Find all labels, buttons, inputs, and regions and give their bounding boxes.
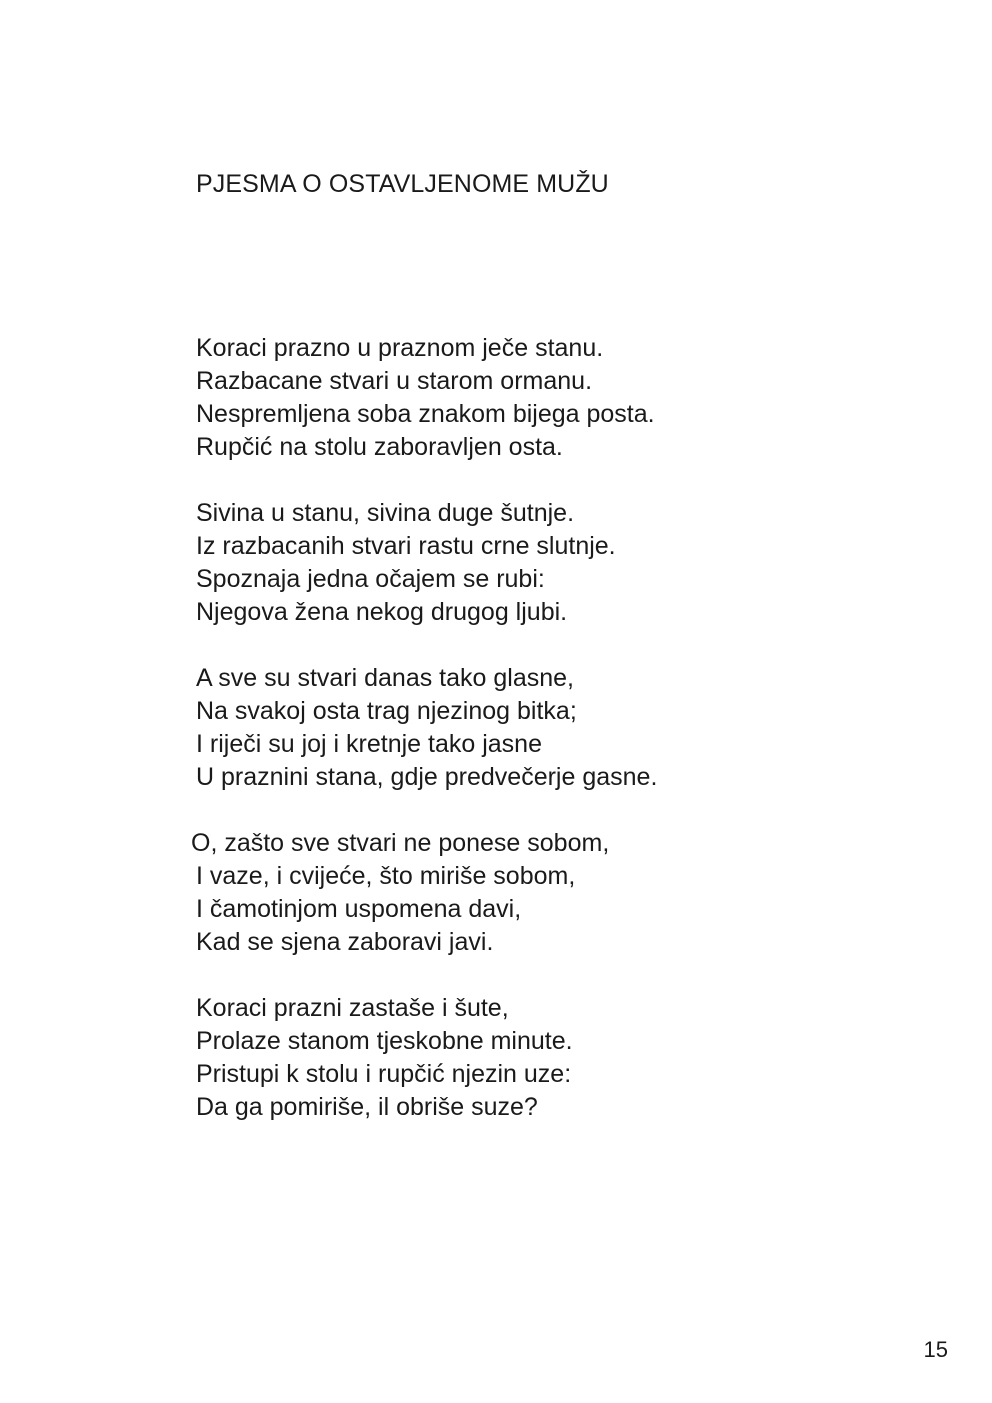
poem-line: O, zašto sve stvari ne ponese sobom, (191, 829, 610, 857)
poem-line: U praznini stana, gdje predvečerje gasne. (196, 763, 658, 791)
poem-line: Iz razbacanih stvari rastu crne slutnje. (196, 532, 616, 560)
poem-line: Koraci prazno u praznom ječe stanu. (196, 334, 604, 362)
poem-line: Spoznaja jedna očajem se rubi: (196, 565, 545, 593)
poem-line: Koraci prazni zastaše i šute, (196, 994, 509, 1022)
poem-line: Kad se sjena zaboravi javi. (196, 928, 494, 956)
poem-line: Sivina u stanu, sivina duge šutnje. (196, 499, 575, 527)
stanza-3 (196, 662, 657, 794)
stanza-5 (196, 992, 657, 1124)
stanza-4 (191, 827, 657, 959)
poem-line: Nespremljena soba znakom bijega posta. (196, 400, 655, 428)
poem-title: PJESMA O OSTAVLJENOME MUŽU (196, 170, 609, 198)
poem-line: I riječi su joj i kretnje tako jasne (196, 730, 542, 758)
stanza-2 (196, 497, 657, 629)
poem-body (191, 332, 658, 1157)
poem-line: Rupčić na stolu zaboravljen osta. (196, 433, 563, 461)
poem-line: A sve su stvari danas tako glasne, (196, 664, 574, 692)
poem-line: Prolaze stanom tjeskobne minute. (196, 1027, 573, 1055)
poem-line: I vaze, i cvijeće, što miriše sobom, (196, 862, 576, 890)
poem-line: Njegova žena nekog drugog ljubi. (196, 598, 568, 626)
poem-line: Na svakoj osta trag njezinog bitka; (196, 697, 577, 725)
stanza-1 (196, 332, 657, 464)
poem-line: Da ga pomiriše, il obriše suze? (196, 1093, 538, 1121)
page-number: 15 (923, 1337, 948, 1362)
poem-line: Pristupi k stolu i rupčić njezin uze: (196, 1060, 572, 1088)
poem-line: I čamotinjom uspomena davi, (196, 895, 522, 923)
poem-line: Razbacane stvari u starom ormanu. (196, 367, 593, 395)
